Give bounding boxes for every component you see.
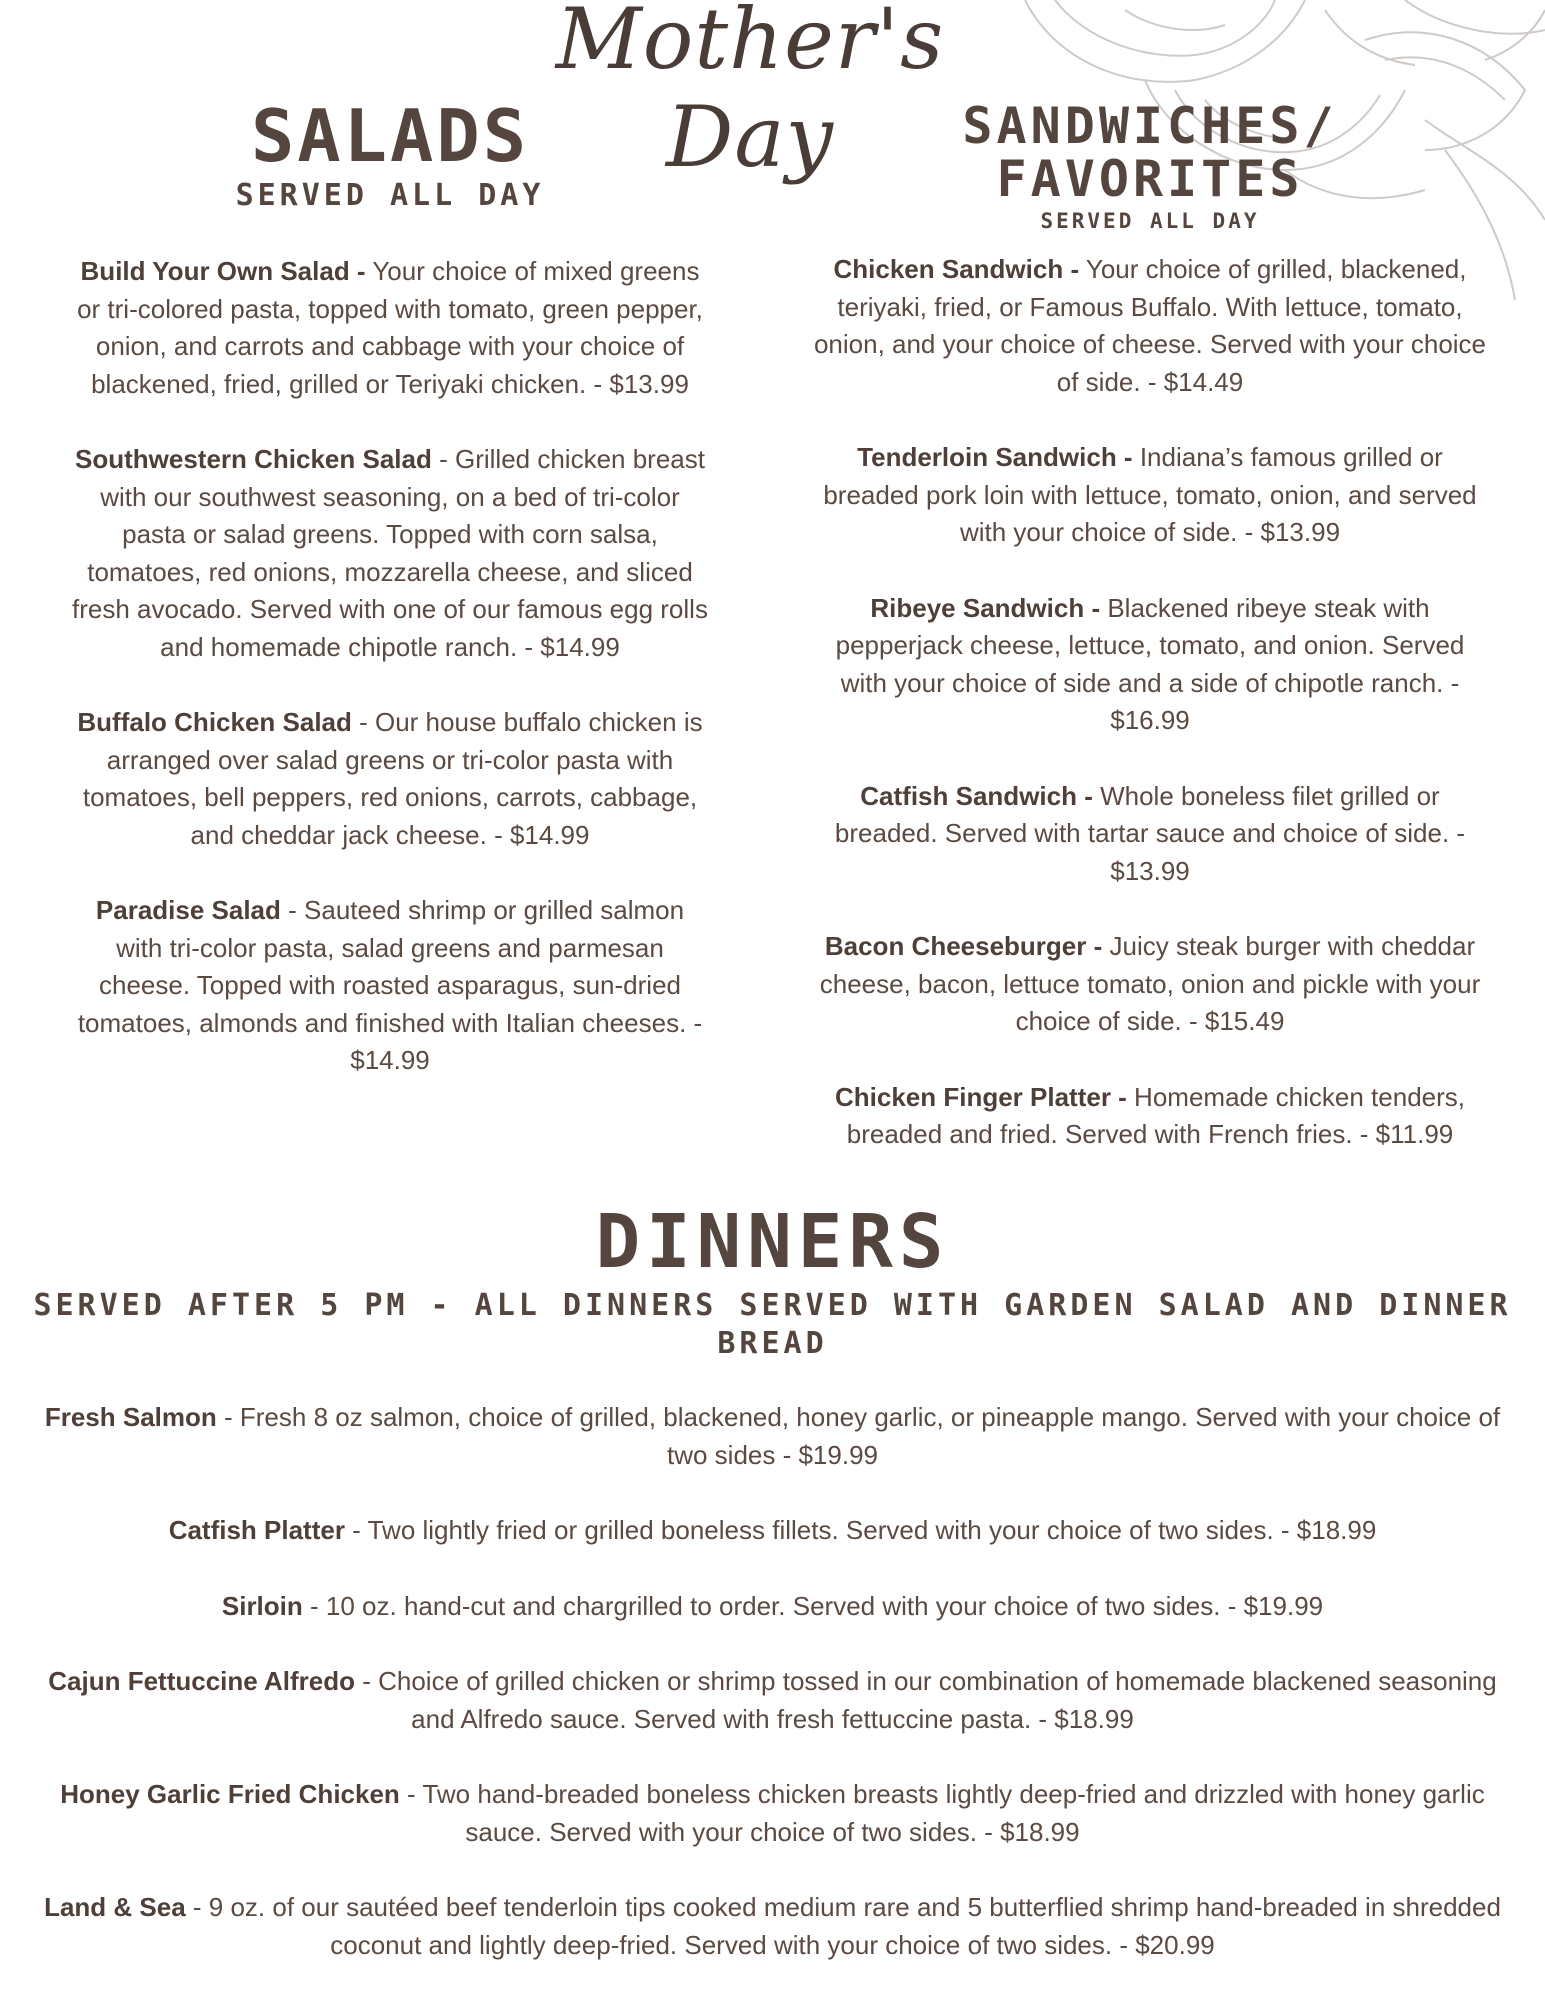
sandwiches-section <box>810 97 1490 1192</box>
item-description: - Two lightly fried or grilled boneless fillets. Served with your choice of two sides. - $18.99 <box>344 1515 1377 1545</box>
item-name: Chicken Sandwich - <box>833 254 1080 284</box>
menu-item <box>70 892 710 1080</box>
dinners-subheading: SERVED AFTER 5 PM - ALL DINNERS SERVED WITH GARDEN SALAD AND DINNER BREAD <box>33 1288 1512 1361</box>
item-name: Tenderloin Sandwich - <box>857 442 1133 472</box>
item-name: Honey Garlic Fried Chicken <box>60 1779 400 1809</box>
item-description: Juicy steak burger with cheddar cheese, bacon, lettuce tomato, onion and pickle with your choice of side. - $15.49 <box>819 931 1481 1036</box>
dinners-heading: DINNERS <box>595 1199 950 1285</box>
item-name: Cajun Fettuccine Alfredo <box>48 1666 355 1696</box>
salads-subheading: SERVED ALL DAY <box>235 178 545 213</box>
item-name: Paradise Salad <box>95 895 281 925</box>
menu-item <box>70 441 710 666</box>
menu-item <box>810 251 1490 401</box>
item-name: Catfish Platter <box>168 1515 345 1545</box>
item-description: Homemade chicken tenders, breaded and fried. Served with French fries. - $11.99 <box>846 1081 1465 1149</box>
menu-item <box>810 439 1490 552</box>
item-description: Whole boneless filet grilled or breaded. Served with tartar sauce and choice of side. - $13.99 <box>834 780 1466 886</box>
dinners-list <box>30 1399 1515 1964</box>
item-name: Bacon Cheeseburger - <box>824 931 1103 961</box>
sandwiches-list <box>810 251 1490 1154</box>
item-description: - Grilled chicken breast with our southwest seasoning, on a bed of tri-color pasta or salad greens. Topped with corn salsa, tomatoes, red onions, mozzarella cheese, and sliced fresh avocado. Served with one of our famous egg rolls and homemade chipotle ranch. - $14.99 <box>72 444 708 662</box>
item-description: - Choice of grilled chicken or shrimp tossed in our combination of homemade blackened seasoning and Alfredo sauce. Served with fresh fettuccine pasta. - $18.99 <box>355 1666 1497 1734</box>
menu-item <box>30 1588 1515 1626</box>
item-name: Chicken Finger Platter - <box>834 1081 1127 1112</box>
menu-item <box>810 778 1490 891</box>
sandwiches-heading <box>810 97 1490 208</box>
item-description: - Sauteed shrimp or grilled salmon with tri-color pasta, salad greens and parmesan cheese. Topped with roasted asparagus, sun-dried tomatoes, almonds and finished with Italian cheeses. - $14.99 <box>77 895 703 1075</box>
menu-item <box>30 1889 1515 1964</box>
item-name: Fresh Salmon <box>44 1402 217 1432</box>
item-description: - Our house buffalo chicken is arranged over salad greens or tri-color pasta with tomatoes, bell peppers, red onions, carrots, cabbage, and cheddar jack cheese. - $14.99 <box>82 707 703 850</box>
sandwiches-heading-line1: SANDWICHES/ <box>962 97 1338 155</box>
item-name: Land & Sea <box>44 1892 186 1922</box>
menu-item <box>810 590 1490 740</box>
item-name: Catfish Sandwich - <box>860 780 1093 811</box>
item-description: Your choice of grilled, blackened, teriyaki, fried, or Famous Buffalo. With lettuce, tomato, onion, and your choice of cheese. Served with your choice of side. - $14.49 <box>813 254 1487 397</box>
menu-item <box>810 928 1490 1041</box>
salads-heading: SALADS <box>250 94 530 178</box>
item-description: - 10 oz. hand-cut and chargrilled to order. Served with your choice of two sides. - $19.99 <box>302 1590 1324 1621</box>
menu-item <box>70 704 710 854</box>
item-name: Buffalo Chicken Salad <box>77 707 352 737</box>
item-description: Your choice of mixed greens or tri-colored pasta, topped with tomato, green pepper, onion, and carrots and cabbage with your choice of blackened, fried, grilled or Teriyaki chicken. - $13.99 <box>77 256 703 399</box>
item-description: Blackened ribeye steak with pepperjack cheese, lettuce, tomato, and onion. Served with your choice of side and a side of chipotle ranch. - $16.99 <box>835 592 1465 735</box>
menu-item <box>30 1512 1515 1550</box>
item-name: Build Your Own Salad - <box>80 256 366 286</box>
item-description: - 9 oz. of our sautéed beef tenderloin tips cooked medium rare and 5 butterflied shrimp hand-breaded in shredded coconut and lightly deep-fried. Served with your choice of two sides. - $20.99 <box>185 1892 1501 1960</box>
salads-list <box>70 253 710 1080</box>
menu-item <box>70 253 710 403</box>
menu-item <box>30 1776 1515 1851</box>
menu-item <box>30 1399 1515 1474</box>
item-name: Sirloin <box>221 1590 303 1621</box>
page-title: Mother's Day <box>555 0 945 186</box>
item-description: - Fresh 8 oz salmon, choice of grilled, blackened, honey garlic, or pineapple mango. Served with your choice of two sides - $19.99 <box>216 1402 1501 1470</box>
sandwiches-subheading: SERVED ALL DAY <box>1040 209 1260 233</box>
item-name: Ribeye Sandwich - <box>870 592 1101 623</box>
item-description: - Two hand-breaded boneless chicken breasts lightly deep-fried and drizzled with honey garlic sauce. Served with your choice of two sides. - $18.99 <box>399 1779 1485 1847</box>
sandwiches-heading-line2: FAVORITES <box>996 149 1304 208</box>
menu-item <box>30 1663 1515 1738</box>
dinners-section <box>30 1199 1515 2002</box>
menu-item <box>810 1079 1490 1154</box>
salads-section <box>70 94 710 1118</box>
item-name: Southwestern Chicken Salad <box>75 444 432 474</box>
item-description: Indiana’s famous grilled or breaded pork loin with lettuce, tomato, onion, and served with your choice of side. - $13.99 <box>823 442 1477 547</box>
